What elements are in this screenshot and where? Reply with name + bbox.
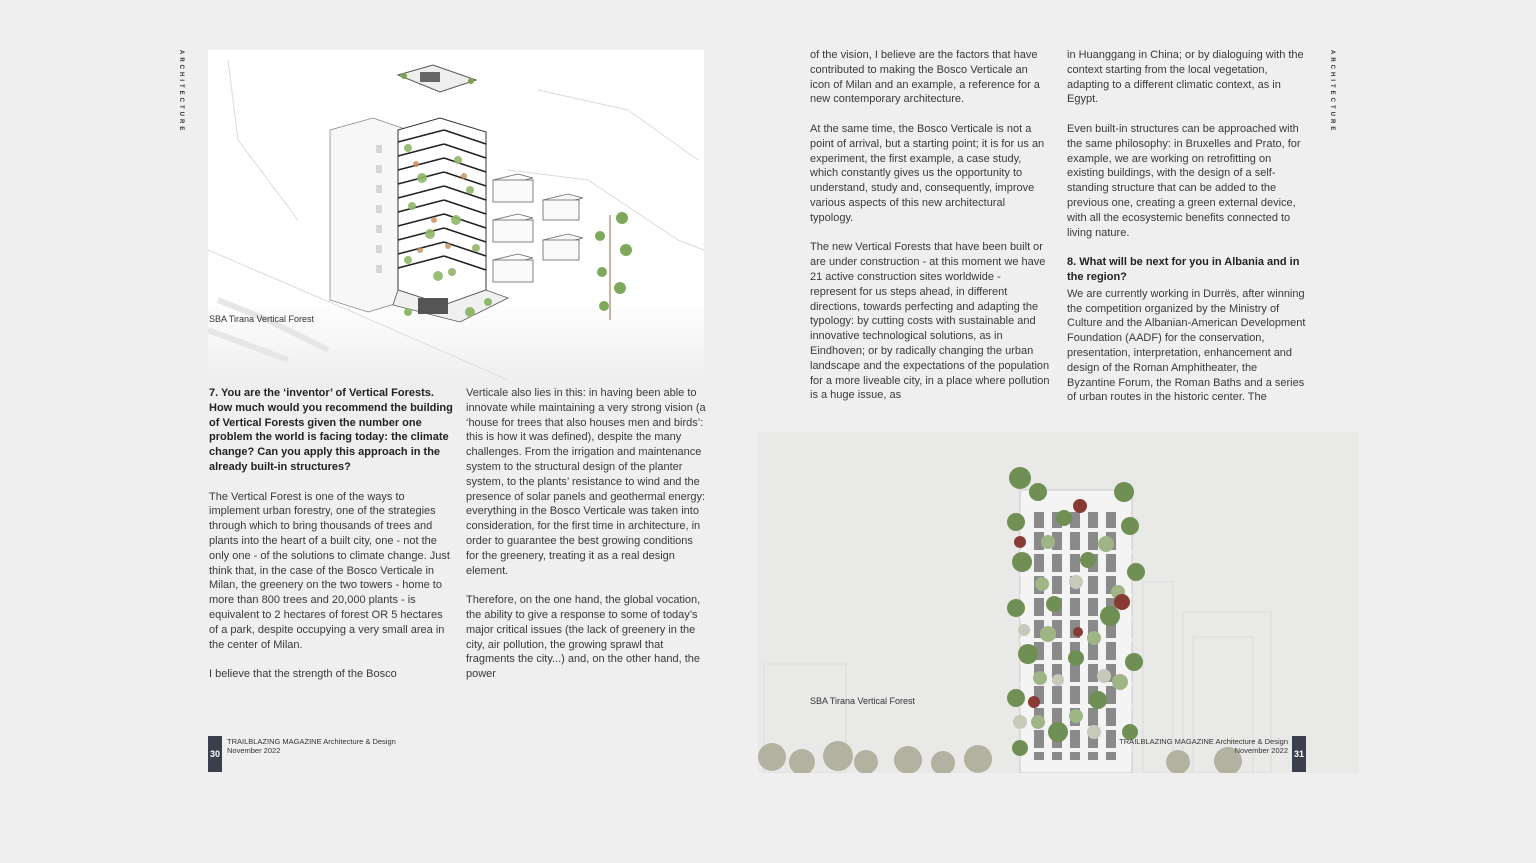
footer-left-line2: November 2022	[227, 746, 281, 755]
answer-cont-paragraph-1: of the vision, I believe are the factors that have contributed to making the Bosco Verticale an icon of Milan and an example, a reference for a new contemporary architecture.	[810, 49, 1040, 106]
footer-right-line2: November 2022	[1234, 746, 1288, 755]
answer-cont-paragraph-2: At the same time, the Bosco Verticale is not a point of arrival, but a starting point; it is for us an experiment, the first example, a case study, which constantly gives us the opportunity to understand, study and, consequently, improve various aspects of this new architectural typology.	[810, 122, 1045, 224]
axonometric-illustration	[208, 50, 704, 380]
footer-right-line1: TRAILBLAZING MAGAZINE Architecture & Design	[1119, 737, 1288, 746]
answer-7-paragraph-2: I believe that the strength of the Bosco	[209, 668, 397, 681]
elevation-illustration	[758, 432, 1359, 773]
section-tag-left: ARCHITECTURE	[178, 50, 184, 134]
question-7: 7. You are the ‘inventor’ of Vertical Forests. How much would you recommend the building of Vertical Forests given the number one problem the world is facing today: the climate change? Can you apply this approach in the already built-in structures?	[209, 387, 453, 473]
left-column-2	[466, 386, 706, 697]
section-tag-right: ARCHITECTURE	[1329, 50, 1335, 134]
question-8: 8. What will be next for you in Albania and in the region?	[1067, 256, 1300, 283]
footer-left-line1: TRAILBLAZING MAGAZINE Architecture & Design	[227, 737, 396, 746]
answer-8-paragraph-1: We are currently working in Durrës, after winning the competition organized by the Ministry of Culture and the Albanian-American Development Foundation (AADF) for the conservation, presentation, interpretation, enhancement and design of the Roman Amphitheater, the Byzantine Forum, the Roman Baths and a series of urban routes in the historic center. The	[1067, 287, 1306, 404]
answer-7-paragraph-3: Verticale also lies in this: in having been able to innovate while maintaining a very strong vision (a ‘house for trees that also houses men and birds’: this is how it was defined), despite the many challenges. From the irrigation and maintenance system to the structural design of the planter system, to the plants’ resistance to wind and the presence of solar panels and geothermal energy: everything in the Bosco Verticale was taken into consideration, for the first time in architecture, in order to guarantee the best growing conditions for the greenery, treating it as a real design element.	[466, 387, 706, 577]
page-number-left: 30	[208, 736, 222, 772]
footer-right	[1100, 737, 1288, 755]
right-column-1	[810, 48, 1050, 418]
page-number-right: 31	[1292, 736, 1306, 772]
left-image-caption: SBA Tirana Vertical Forest	[209, 314, 315, 324]
answer-7-paragraph-1: The Vertical Forest is one of the ways to implement urban forestry, one of the strategies through which to bring thousands of trees and plants into the heart of a built city, one - not the only one - of the solutions to climate change. Just think that, in the case of the Bosco Verticale in Milan, the greenery on the two towers - home to more than 800 trees and 20,000 plants - is equivalent to 2 hectares of forest OR 5 hectares of a park, despite occupying a very small area in the center of Milan.	[209, 490, 450, 651]
answer-cont-paragraph-3: The new Vertical Forests that have been built or are under construction - at this moment we have 21 active construction sites worldwide - represent for us steps ahead, in different directions, towards perfecting and adapting the typology: by cutting costs with sustainable and innovative technological solutions, as in Eindhoven; or by radically changing the urban landscape and the expectations of the population for a more liveable city, in a place where pollution is a huge issue, as	[810, 241, 1050, 402]
answer-cont-paragraph-4: in Huanggang in China; or by dialoguing with the context starting from the local vegetation, adapting to a different climatic context, as in Egypt.	[1067, 49, 1304, 106]
right-image-caption: SBA Tirana Vertical Forest	[810, 696, 916, 706]
footer-left	[227, 737, 396, 755]
answer-cont-paragraph-5: Even built-in structures can be approached with the same philosophy: in Bruxelles and Prato, for example, we are working on retrofitting on existing buildings, with the design of a self-standing structure that can be added to the previous one, creating a green external device, with all the ecosystemic benefits connected to living nature.	[1067, 122, 1301, 239]
answer-7-paragraph-4: Therefore, on the one hand, the global vocation, the ability to give a response to some of today’s major critical issues (the lack of greenery in the city, air pollution, the growing sprawl that fragments the city...) and, on the other hand, the power	[466, 594, 701, 681]
right-column-2	[1067, 48, 1307, 420]
left-column-1	[209, 386, 453, 697]
